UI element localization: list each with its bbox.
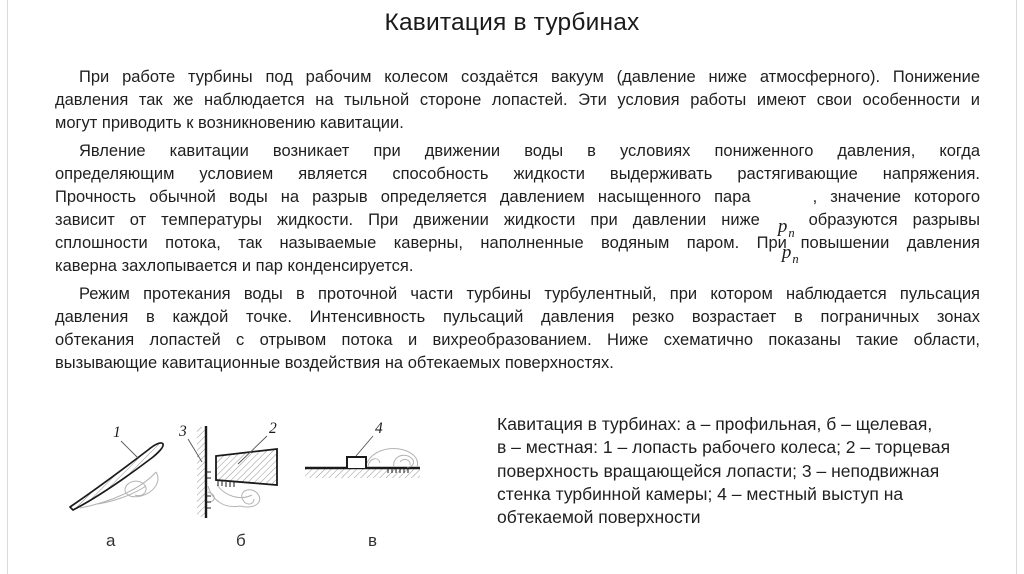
figure-caption [497, 413, 977, 529]
caption-line: стенка турбинной камеры; 4 – местный выступ на [497, 483, 904, 504]
slide-left-border [7, 0, 8, 574]
text-line: могут приводить к возникновению кавитации. [55, 114, 404, 132]
formula-placeholder-gap [751, 201, 813, 202]
leader-line-4 [356, 436, 373, 456]
caption-line: обтекаемой поверхности [497, 507, 701, 528]
text-line: каверна захлопывается и пар конденсируется. [55, 257, 414, 275]
local-protrusion [347, 457, 366, 468]
caption-line: поверхность вращающейся лопасти; 3 – неподвижная [497, 460, 940, 481]
wall-hatching [197, 427, 206, 517]
body-text [55, 66, 980, 375]
text-line: Прочность обычной воды на разрыв определяется давлением насыщенного пара , значение которого [55, 188, 980, 206]
figure-label-a: а [106, 531, 116, 550]
paragraph [55, 140, 980, 278]
saturated-vapor-pressure-formula: $p_п$ [781, 242, 799, 266]
diagram-v-local-cavitation [305, 420, 420, 550]
blade-end-face [216, 449, 277, 485]
vortex-curls-b [208, 485, 260, 507]
saturated-vapor-pressure-formula: $p_п$ [777, 216, 795, 240]
caption-line: в – местная: 1 – лопасть рабочего колеса; 2 – торцевая [497, 437, 951, 458]
diagram-a-profile-cavitation [70, 424, 163, 550]
text-line: обтекания лопастей с отрывом потока и вихреобразованием. Ниже схематично показаны такие области, [55, 331, 980, 349]
figure-label-1: 1 [113, 424, 121, 441]
text-line: вызывающие кавитационные воздействия на обтекаемых поверхностях. [55, 354, 614, 372]
text-line: определяющим условием является способность жидкости выдерживать растягивающие напряжения. [55, 165, 980, 183]
leader-line-1 [121, 441, 138, 458]
text-line: При работе турбины под рабочим колесом создаётся вакуум (давление ниже атмосферного). Понижение [79, 68, 980, 86]
text-line: давления так же наблюдается на тыльной стороне лопастей. Эти условия работы имеют свои особенности и [55, 91, 980, 109]
figure-label-2: 2 [269, 420, 277, 437]
text-line: Режим протекания воды в проточной части турбины турбулентный, при котором наблюдается пульсация [79, 285, 980, 303]
paragraph [55, 66, 980, 135]
figure-label-3: 3 [179, 423, 187, 440]
text-line: давления в каждой точке. Интенсивность пульсаций давления резко возрастает в пограничных зонах [55, 308, 980, 326]
text-line: зависит от температуры жидкости. При движении жидкости при давлении ниже $p_побразуются$ разрывы [55, 211, 980, 240]
caption-line: Кавитация в турбинах: а – профильная, б – щелевая, [497, 414, 933, 434]
slide-right-border [1016, 0, 1017, 574]
text-line: сплошности потока, так называемые каверны, наполненные водяным паром. Приp$_п$повышении давления [55, 234, 980, 266]
slide-title: Кавитация в турбинах [384, 9, 640, 36]
paragraph [55, 283, 980, 375]
figure-label-v: в [368, 531, 378, 550]
figure-label-b: б [236, 531, 246, 550]
text-line: Явление кавитации возникает при движении воды в условиях пониженного давления, когда [79, 142, 980, 160]
diagram-b-slot-cavitation [178, 420, 277, 550]
figure-label-4: 4 [375, 420, 383, 437]
surface-hatching [305, 469, 420, 478]
vortex-curls-v [366, 449, 418, 467]
figure-diagrams [50, 400, 470, 560]
